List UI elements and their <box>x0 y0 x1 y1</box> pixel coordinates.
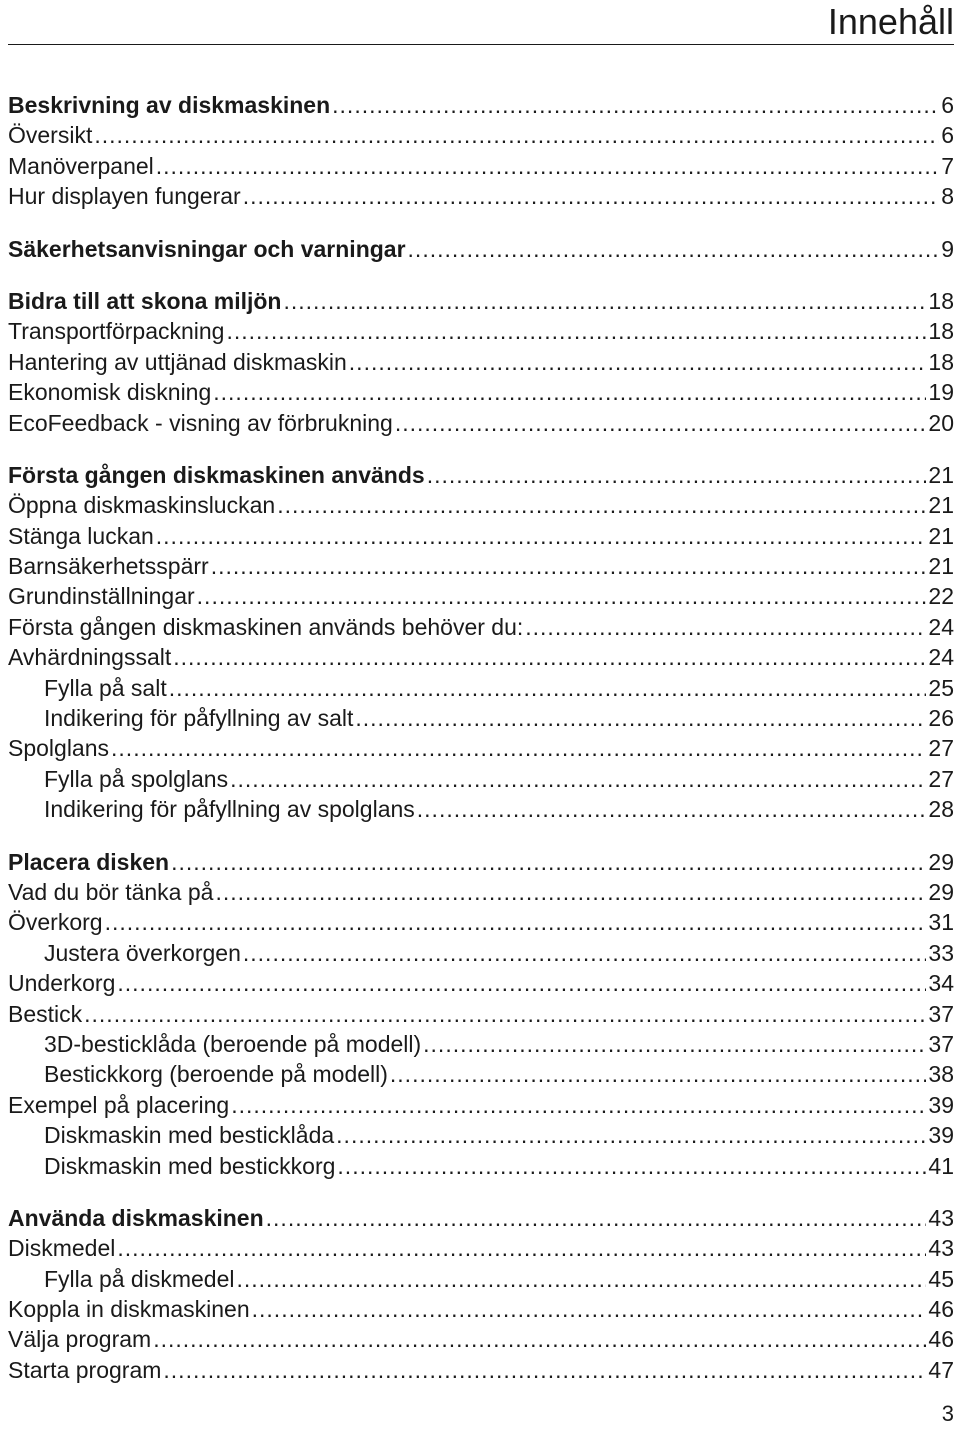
toc-section <box>8 847 954 1181</box>
dot-leader <box>197 581 927 611</box>
toc-entry-title: Underkorg <box>8 970 116 997</box>
title-divider <box>8 44 954 45</box>
dot-leader <box>277 490 926 520</box>
toc-entry[interactable] <box>8 408 954 438</box>
dot-leader <box>266 1203 927 1233</box>
dot-leader <box>349 347 927 377</box>
toc-entry[interactable] <box>8 316 954 346</box>
toc-entry[interactable] <box>8 377 954 407</box>
toc-entry[interactable] <box>8 347 954 377</box>
toc-entry-title: Diskmedel <box>8 1235 116 1262</box>
toc-entry-page: 24 <box>928 644 954 671</box>
toc-entry-title: Indikering för påfyllning av spolglans <box>44 796 415 823</box>
toc-entry[interactable] <box>8 968 954 998</box>
dot-leader <box>153 1324 926 1354</box>
toc-entry-title: Hur displayen fungerar <box>8 183 241 210</box>
dot-leader <box>173 642 926 672</box>
toc-section <box>8 234 954 264</box>
dot-leader <box>163 1355 926 1385</box>
dot-leader <box>230 764 926 794</box>
toc-entry-title: Starta program <box>8 1356 162 1383</box>
toc-entry-title: EcoFeedback - visning av förbrukning <box>8 409 393 436</box>
toc-entry-page: 26 <box>928 705 954 732</box>
toc-entry-title: Indikering för påfyllning av salt <box>44 705 354 732</box>
toc-entry-page: 6 <box>941 122 954 149</box>
toc-entry-title: Bidra till att skona miljön <box>8 287 282 314</box>
toc-entry[interactable] <box>8 907 954 937</box>
toc-entry-page: 20 <box>928 409 954 436</box>
toc-entry-page: 34 <box>928 970 954 997</box>
toc-entry[interactable] <box>8 120 954 150</box>
toc-entry-title: Koppla in diskmaskinen <box>8 1296 250 1323</box>
toc-chapter-entry[interactable] <box>8 234 954 264</box>
toc-entry-title: Använda diskmaskinen <box>8 1204 264 1231</box>
toc-entry-title: Stänga luckan <box>8 522 154 549</box>
table-of-contents <box>8 90 954 1407</box>
dot-leader <box>243 938 927 968</box>
toc-section <box>8 460 954 825</box>
toc-entry-title: Fylla på diskmedel <box>44 1265 235 1292</box>
toc-entry-page: 45 <box>928 1265 954 1292</box>
toc-entry-page: 39 <box>928 1122 954 1149</box>
toc-chapter-entry[interactable] <box>8 286 954 316</box>
toc-section <box>8 90 954 212</box>
toc-chapter-entry[interactable] <box>8 847 954 877</box>
toc-entry-page: 18 <box>928 348 954 375</box>
dot-leader <box>252 1294 927 1324</box>
toc-entry-title: Överkorg <box>8 909 103 936</box>
toc-entry[interactable] <box>8 1324 954 1354</box>
dot-leader <box>169 673 927 703</box>
toc-entry-title: Fylla på spolglans <box>44 765 229 792</box>
dot-leader <box>213 377 926 407</box>
toc-entry-page: 29 <box>928 848 954 875</box>
toc-entry[interactable] <box>8 703 954 733</box>
toc-entry[interactable] <box>8 733 954 763</box>
toc-entry[interactable] <box>8 999 954 1029</box>
dot-leader <box>355 703 926 733</box>
toc-entry[interactable] <box>8 1090 954 1120</box>
toc-entry-title: Välja program <box>8 1326 152 1353</box>
page-number: 3 <box>941 1401 954 1426</box>
toc-entry[interactable] <box>8 1059 954 1089</box>
toc-entry[interactable] <box>8 490 954 520</box>
toc-entry-title: Barnsäkerhetsspärr <box>8 553 209 580</box>
toc-entry[interactable] <box>8 794 954 824</box>
toc-entry[interactable] <box>8 642 954 672</box>
toc-entry-page: 18 <box>928 318 954 345</box>
dot-leader <box>117 1233 926 1263</box>
dot-leader <box>417 794 927 824</box>
dot-leader <box>236 1264 926 1294</box>
toc-entry-page: 9 <box>941 235 954 262</box>
toc-entry-title: Första gången diskmaskinen används <box>8 461 425 488</box>
toc-entry-page: 47 <box>928 1356 954 1383</box>
toc-entry-page: 43 <box>928 1204 954 1231</box>
toc-entry-page: 39 <box>928 1091 954 1118</box>
dot-leader <box>117 968 926 998</box>
toc-entry-page: 38 <box>928 1061 954 1088</box>
toc-entry-title: Transportförpackning <box>8 318 225 345</box>
toc-entry-page: 21 <box>928 461 954 488</box>
dot-leader <box>105 907 927 937</box>
toc-entry-page: 46 <box>928 1326 954 1353</box>
toc-entry[interactable] <box>8 938 954 968</box>
toc-entry[interactable] <box>8 1120 954 1150</box>
toc-entry[interactable] <box>8 151 954 181</box>
dot-leader <box>337 1151 926 1181</box>
toc-entry-title: Exempel på placering <box>8 1091 230 1118</box>
dot-leader <box>243 181 940 211</box>
dot-leader <box>423 1029 926 1059</box>
toc-entry-title: Grundinställningar <box>8 583 195 610</box>
toc-entry-title: Diskmaskin med bestickkorg <box>44 1152 336 1179</box>
toc-entry-title: Diskmaskin med besticklåda <box>44 1122 335 1149</box>
toc-chapter-entry[interactable] <box>8 1203 954 1233</box>
toc-entry[interactable] <box>8 612 954 642</box>
toc-entry[interactable] <box>8 581 954 611</box>
dot-leader <box>171 847 926 877</box>
toc-entry[interactable] <box>8 521 954 551</box>
toc-entry-page: 46 <box>928 1296 954 1323</box>
dot-leader <box>283 286 926 316</box>
toc-entry-title: Beskrivning av diskmaskinen <box>8 92 331 118</box>
toc-entry-title: Manöverpanel <box>8 152 154 179</box>
toc-entry-page: 28 <box>928 796 954 823</box>
toc-entry-page: 33 <box>928 939 954 966</box>
toc-entry-page: 24 <box>928 613 954 640</box>
toc-entry-page: 6 <box>941 92 954 118</box>
toc-entry[interactable] <box>8 181 954 211</box>
toc-entry-title: 3D-besticklåda (beroende på modell) <box>44 1030 422 1057</box>
toc-entry-page: 31 <box>928 909 954 936</box>
toc-entry-page: 18 <box>928 287 954 314</box>
dot-leader <box>525 612 926 642</box>
toc-entry-page: 27 <box>928 765 954 792</box>
toc-entry-page: 43 <box>928 1235 954 1262</box>
dot-leader <box>84 999 926 1029</box>
toc-entry-title: Första gången diskmaskinen används behöver du: <box>8 613 524 640</box>
toc-entry[interactable] <box>8 1029 954 1059</box>
toc-entry-page: 21 <box>928 522 954 549</box>
toc-entry-page: 21 <box>928 492 954 519</box>
toc-entry-title: Öppna diskmaskinsluckan <box>8 492 276 519</box>
toc-entry-title: Ekonomisk diskning <box>8 379 212 406</box>
dot-leader <box>94 120 939 150</box>
toc-entry[interactable] <box>8 877 954 907</box>
dot-leader <box>211 551 927 581</box>
toc-entry[interactable] <box>8 673 954 703</box>
dot-leader <box>427 460 927 490</box>
toc-entry[interactable] <box>8 764 954 794</box>
dot-leader <box>156 151 939 181</box>
toc-entry-title: Bestick <box>8 1000 83 1027</box>
toc-entry-title: Spolglans <box>8 735 110 762</box>
toc-entry-title: Vad du bör tänka på <box>8 878 214 905</box>
dot-leader <box>336 1120 926 1150</box>
toc-entry-page: 25 <box>928 674 954 701</box>
page-title: Innehåll <box>827 1 954 42</box>
toc-entry[interactable] <box>8 1233 954 1263</box>
dot-leader <box>390 1059 927 1089</box>
toc-chapter-entry[interactable] <box>8 460 954 490</box>
toc-entry-page: 8 <box>941 183 954 210</box>
toc-section <box>8 286 954 438</box>
toc-entry-page: 22 <box>928 583 954 610</box>
dot-leader <box>215 877 926 907</box>
toc-entry-title: Översikt <box>8 122 93 149</box>
dot-leader <box>226 316 926 346</box>
toc-entry[interactable] <box>8 551 954 581</box>
dot-leader <box>231 1090 926 1120</box>
toc-entry-page: 41 <box>928 1152 954 1179</box>
toc-entry-page: 29 <box>928 878 954 905</box>
dot-leader <box>395 408 927 438</box>
toc-entry[interactable] <box>8 1355 954 1385</box>
toc-chapter-entry[interactable] <box>8 90 954 120</box>
dot-leader <box>156 521 927 551</box>
dot-leader <box>332 90 939 120</box>
toc-entry-page: 27 <box>928 735 954 762</box>
dot-leader <box>408 234 940 264</box>
toc-entry-page: 37 <box>928 1000 954 1027</box>
toc-entry-title: Säkerhetsanvisningar och varningar <box>8 235 406 262</box>
toc-entry-title: Bestickkorg (beroende på modell) <box>44 1061 388 1088</box>
toc-entry-page: 37 <box>928 1030 954 1057</box>
toc-entry-title: Fylla på salt <box>44 674 167 701</box>
toc-entry-page: 21 <box>928 553 954 580</box>
toc-entry[interactable] <box>8 1294 954 1324</box>
toc-entry-title: Justera överkorgen <box>44 939 241 966</box>
toc-entry[interactable] <box>8 1151 954 1181</box>
toc-entry[interactable] <box>8 1264 954 1294</box>
toc-entry-page: 19 <box>928 379 954 406</box>
toc-entry-title: Hantering av uttjänad diskmaskin <box>8 348 347 375</box>
toc-section <box>8 1203 954 1385</box>
toc-entry-title: Placera disken <box>8 848 170 875</box>
toc-entry-title: Avhärdningssalt <box>8 644 172 671</box>
toc-entry-page: 7 <box>941 152 954 179</box>
dot-leader <box>111 733 926 763</box>
